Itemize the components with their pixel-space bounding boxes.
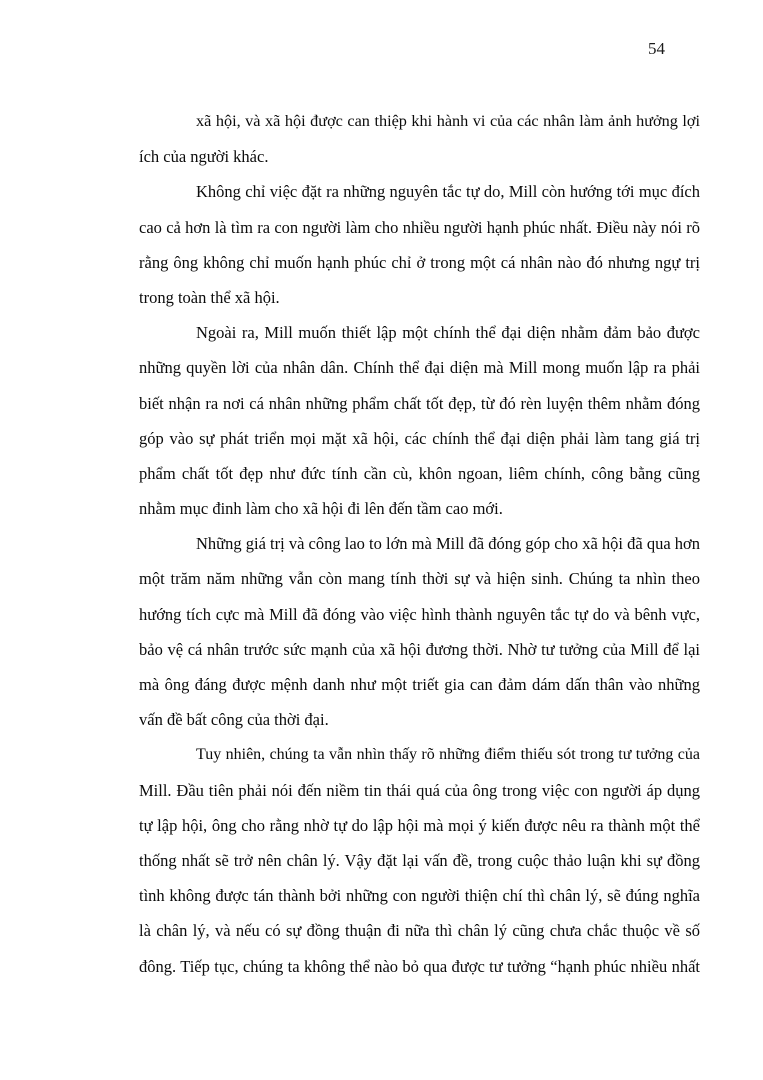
text-line: góp vào sự phát triển mọi mặt xã hội, các chính thể đại diện phải làm tang giá trị	[139, 428, 700, 448]
text-line: Những giá trị và công lao to lớn mà Mill đã đóng góp cho xã hội đã qua hơn	[196, 534, 700, 554]
text-line: Mill. Đầu tiên phải nói đến niềm tin thái quá của ông trong việc con người áp dụng	[139, 780, 700, 800]
text-line: trong toàn thể xã hội.	[139, 287, 280, 307]
text-line: bảo vệ cá nhân trước sức mạnh của xã hội đương thời. Nhờ tư tưởng của Mill để lại	[139, 639, 700, 659]
text-line: cao cả hơn là tìm ra con người làm cho nhiều người hạnh phúc nhất. Điều này nói rõ	[139, 217, 700, 237]
paragraph	[139, 104, 700, 174]
text-line: tình không được tán thành bởi những con người thiện chí thì chân lý, sẽ đúng nghĩa	[139, 886, 700, 906]
page-number: 54	[648, 39, 665, 58]
text-line: tự lập hội, ông cho rằng nhờ tự do lập hội mà mọi ý kiến được nêu ra thành một thể	[139, 815, 700, 835]
text-line: hướng tích cực mà Mill đã đóng vào việc hình thành nguyên tắc tự do và bênh vực,	[139, 604, 700, 624]
text-line: đông. Tiếp tục, chúng ta không thể nào bỏ qua được tư tưởng “hạnh phúc nhiều nhất	[139, 956, 700, 976]
text-line: Ngoài ra, Mill muốn thiết lập một chính thể đại diện nhằm đảm bảo được	[196, 323, 700, 343]
paragraph	[139, 737, 700, 983]
text-line: mà ông đáng được mệnh danh như một triết gia can đảm dám dấn thân vào những	[139, 675, 700, 694]
paragraph	[139, 174, 700, 315]
text-line: những quyền lời của nhân dân. Chính thể đại diện mà Mill mong muốn lập ra phải	[139, 358, 700, 378]
paragraph	[139, 526, 700, 737]
text-line: Tuy nhiên, chúng ta vẫn nhìn thấy rõ những điểm thiếu sót trong tư tưởng của	[196, 746, 700, 764]
text-line: biết nhận ra nơi cá nhân những phẩm chất tốt đẹp, từ đó rèn luyện thêm nhằm đóng	[139, 393, 700, 413]
text-line: là chân lý, và nếu có sự đồng thuận đi nữa thì chân lý cũng chưa chắc thuộc về số	[139, 921, 700, 941]
text-line: vấn đề bất công của thời đại.	[139, 710, 329, 730]
text-line: rằng ông không chỉ muốn hạnh phúc chỉ ở trong một cá nhân nào đó nhưng ngự trị	[139, 252, 700, 272]
text-line: Không chỉ việc đặt ra những nguyên tắc tự do, Mill còn hướng tới mục đích	[196, 182, 700, 202]
text-line: thống nhất sẽ trở nên chân lý. Vậy đặt lại vấn đề, trong cuộc thảo luận khi sự đồng	[139, 850, 700, 870]
text-line: một trăm năm những vẫn còn mang tính thời sự và hiện sinh. Chúng ta nhìn theo	[139, 569, 700, 589]
text-line: xã hội, và xã hội được can thiệp khi hành vi của các nhân làm ảnh hưởng lợi	[196, 112, 700, 130]
text-line: nhằm mục đinh làm cho xã hội đi lên đến tầm cao mới.	[139, 499, 503, 519]
text-line: phẩm chất tốt đẹp như đức tính cần cù, khôn ngoan, liêm chính, công bằng cũng	[139, 463, 700, 483]
paragraph	[139, 315, 700, 526]
text-line: ích của người khác.	[139, 147, 269, 167]
body-text	[139, 104, 700, 984]
